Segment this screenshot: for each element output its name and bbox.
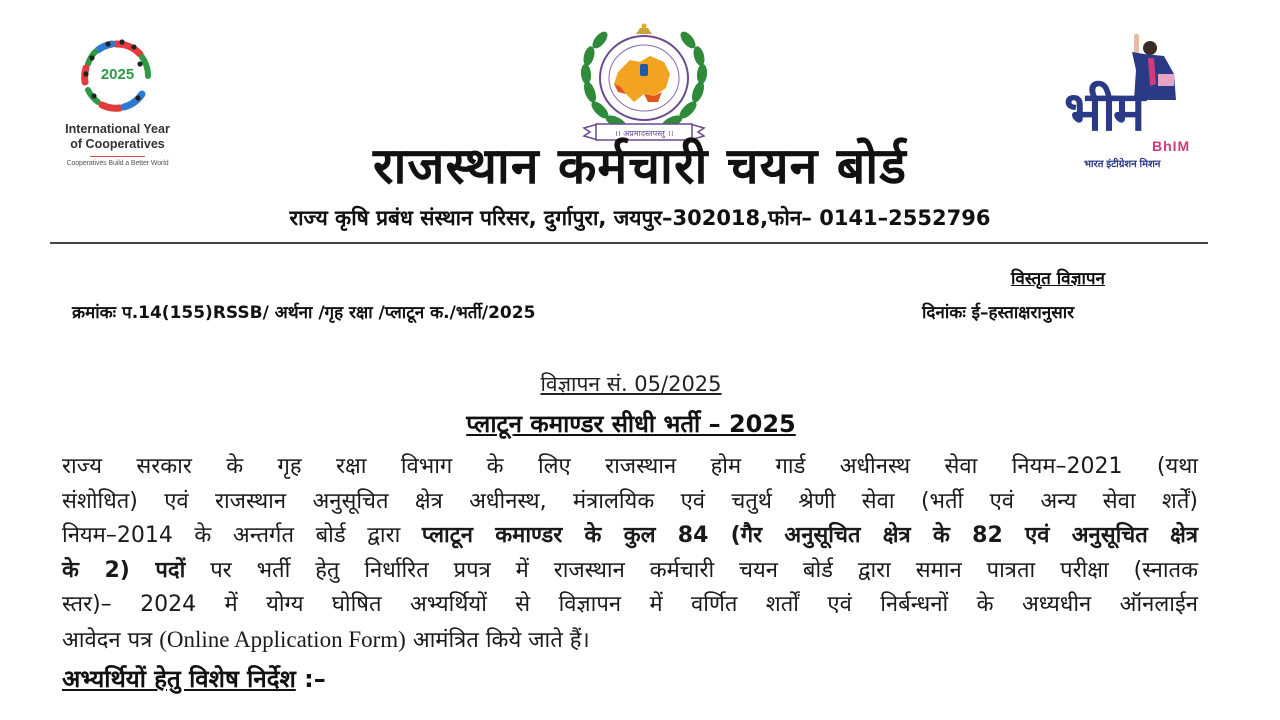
post-count-highlight: प्लाटून कमाण्डर के कुल 84 (गैर अनुसूचित क्षेत्र के 82 एवं अनुसूचित क्षेत्र bbox=[421, 523, 1198, 548]
advertisement-number: विज्ञापन सं. 05/2025 bbox=[540, 372, 722, 396]
body-line bbox=[62, 588, 1198, 623]
reference-number: क्रमांकः प.14(155)RSSB/ अर्थना /गृह रक्षा /प्लाटून क./भर्ती/2025 bbox=[72, 303, 536, 323]
organization-name: राजस्थान कर्मचारी चयन बोर्ड bbox=[373, 137, 907, 195]
recruitment-title: प्लाटून कमाण्डर सीधी भर्ती – 2025 bbox=[466, 410, 796, 438]
body-text: संशोधित) एवं राजस्थान अनुसूचित क्षेत्र अधीनस्थ, मंत्रालयिक एवं चतुर्थ श्रेणी सेवा (भर्ती एवं अन्य सेवा शर्तें) bbox=[62, 488, 1198, 514]
body-text: राज्य सरकार के गृह रक्षा विभाग के लिए राजस्थान होम गार्ड अधीनस्थ सेवा नियम–2021 (यथा bbox=[62, 454, 1198, 479]
body-text: नियम–2014 के अन्तर्गत बोर्ड द्वारा bbox=[62, 523, 401, 548]
bhim-mission-text: भारत इंटीग्रेशन मिशन bbox=[1084, 159, 1161, 170]
body-text: स्तर)– 2024 में योग्य घोषित अभ्यर्थियों से विज्ञापन में वर्णित शर्तों एवं निर्बन्धनों के अध्यधीन ऑनलाईन bbox=[62, 592, 1198, 617]
bhim-wordmark: भीम bbox=[1064, 80, 1143, 143]
special-instructions-heading bbox=[62, 662, 326, 695]
bhim-latin-text: BhIM bbox=[1152, 138, 1191, 154]
body-text: पर भर्ती हेतु निर्धारित प्रपत्र में राजस्थान कर्मचारी चयन बोर्ड द्वारा समान पात्रता परीक्षा (स्नातक bbox=[210, 557, 1198, 583]
iyc-title-line2: of Cooperatives bbox=[70, 137, 165, 151]
organization-address: राज्य कृषि प्रबंध संस्थान परिसर, दुर्गापुरा, जयपुर–302018,फोन– 0141–2552796 bbox=[289, 206, 991, 230]
body-text: आवेदन पत्र bbox=[62, 627, 153, 653]
detailed-advertisement-label: विस्तृत विज्ञापन bbox=[1010, 269, 1105, 289]
header-divider bbox=[50, 242, 1208, 244]
body-text: आमंत्रित किये जाते हैं। bbox=[412, 627, 590, 653]
iyc-title-line1: International Year bbox=[65, 122, 170, 136]
body-line bbox=[62, 519, 1198, 554]
body-line bbox=[62, 450, 1198, 485]
svg-text:।। अप्रमादस्तपस्तु ।।: ।। अप्रमादस्तपस्तु ।। bbox=[614, 129, 674, 138]
iyc-tagline: Cooperatives Build a Better World bbox=[66, 160, 169, 167]
online-application-form-text: (Online Application Form) bbox=[159, 626, 406, 652]
post-count-highlight: के 2) पदों bbox=[62, 557, 186, 583]
section-heading-suffix: :– bbox=[295, 665, 326, 693]
body-line bbox=[62, 623, 1198, 658]
section-heading-text: अभ्यर्थियों हेतु विशेष निर्देश bbox=[62, 665, 296, 693]
reference-date: दिनांकः ई–हस्ताक्षरानुसार bbox=[922, 303, 1075, 323]
body-line bbox=[62, 485, 1198, 520]
iyc-year: 2025 bbox=[100, 66, 135, 83]
body-line bbox=[62, 554, 1198, 589]
rssb-emblem-icon bbox=[574, 22, 714, 146]
advertisement-body bbox=[62, 450, 1198, 657]
